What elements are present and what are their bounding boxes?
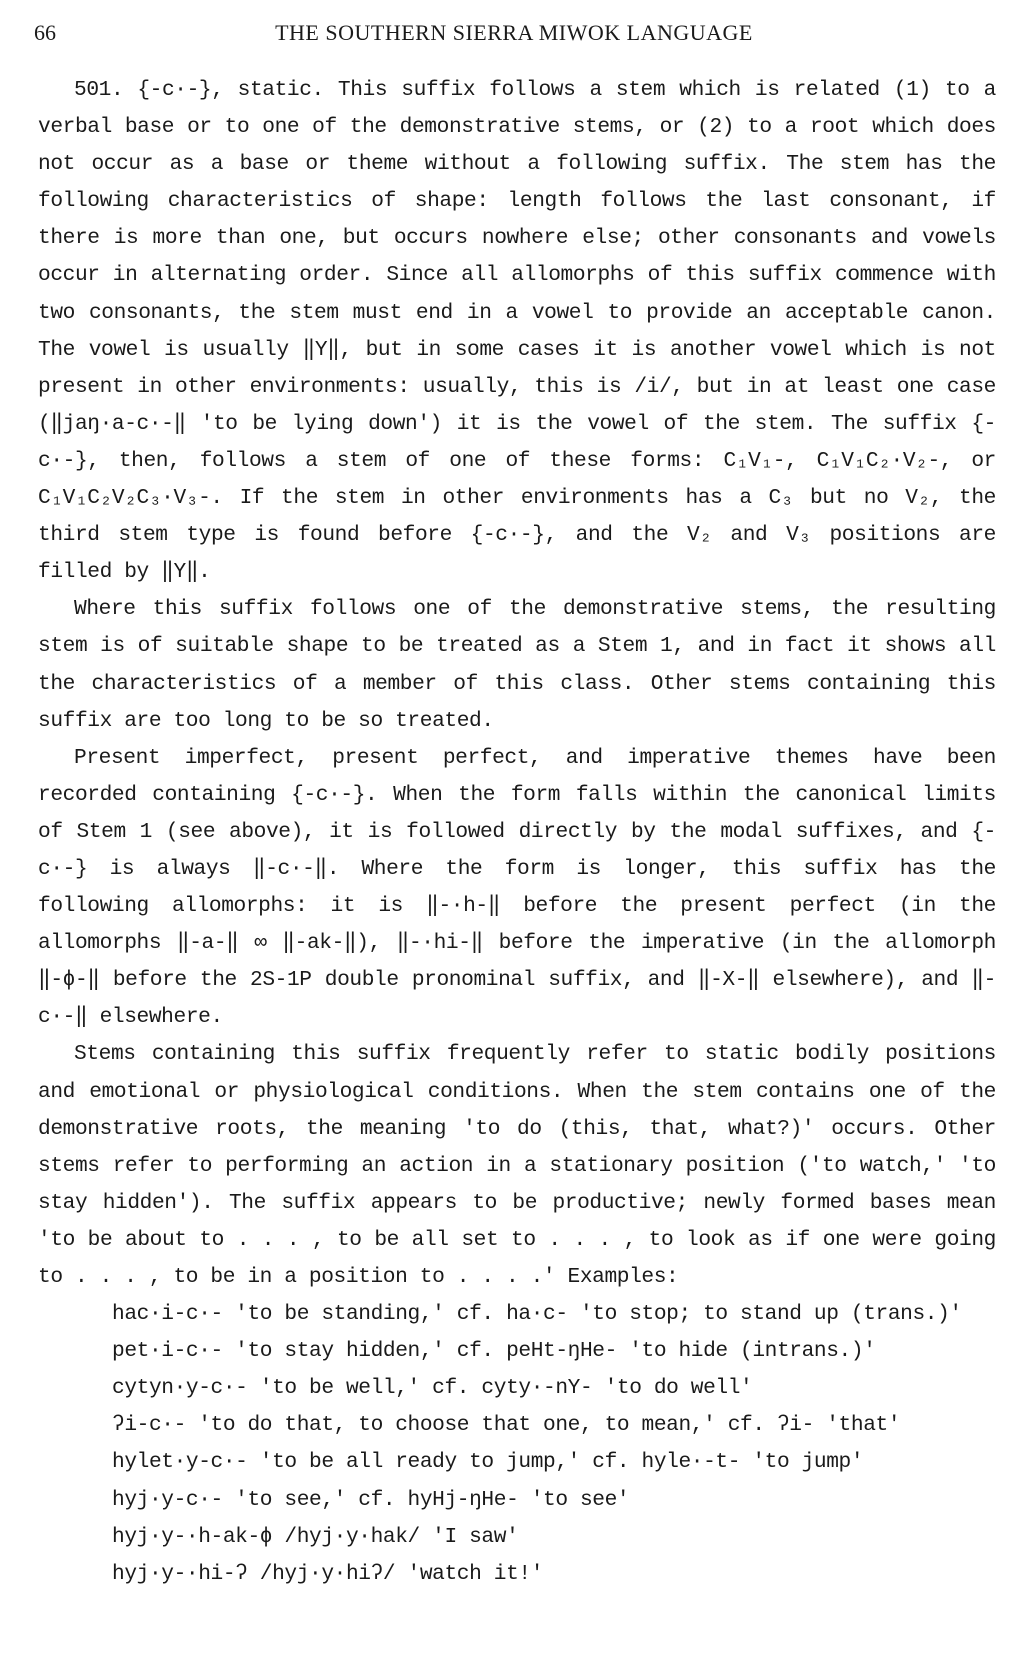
examples-list [112, 1296, 996, 1593]
page-body [38, 72, 996, 1593]
paragraph-text: 501. {-c·-}, static. This suffix follows a stem which is related (1) to a verbal base or to one of the demonstrative stems, or (2) to a root which does not occur as a base or theme without a following suffix. The stem has the following characteristics of shape: length follows the last consonant, if there is more than one, but occurs nowhere else; other consonants and vowels occur in alternating order. Since all allomorphs of this suffix commence with two consonants, the stem must end in a vowel to provide an acceptable canon. The vowel is usually ‖Y‖, but in some cases it is another vowel which is not present in other environments: usually, this is /i/, but in at least one case (‖jaŋ·a-c·-‖ 'to be lying down') it is the vowel of the stem. The suffix {-c·-}, then, follows a stem of one of these forms: C₁V₁-, C₁V₁C₂·V₂-, or C₁V₁C₂V₂C₃·V₃-. If the stem in other environments has a C₃ but no V₂, the third stem type is found before {-c·-}, and the V₂ and V₃ positions are filled by ‖Y‖. [38, 78, 996, 585]
example-item: hylet·y-c·- 'to be all ready to jump,' cf. hyle·-t- 'to jump' [112, 1450, 864, 1475]
example-item: pet·i-c·- 'to stay hidden,' cf. peHt-ŋHe- 'to hide (intrans.)' [112, 1339, 876, 1364]
page-header [34, 20, 994, 56]
paragraph-meaning [38, 1036, 996, 1296]
paragraph-allomorphs [38, 740, 996, 1037]
example-item: ʔi-c·- 'to do that, to choose that one, to mean,' cf. ʔi- 'that' [112, 1413, 901, 1438]
example-item: cytyn·y-c·- 'to be well,' cf. cyty·-nY- 'to do well' [112, 1376, 753, 1401]
paragraph-501 [38, 72, 996, 591]
paragraph-demonstrative-stems [38, 591, 996, 739]
example-item: hyj·y-·h-ak-ɸ /hyj·y·hak/ 'I saw' [112, 1524, 519, 1549]
example-item: hac·i-c·- 'to be standing,' cf. ha·c- 'to stop; to stand up (trans.)' [112, 1302, 962, 1327]
running-title: THE SOUTHERN SIERRA MIWOK LANGUAGE [275, 20, 753, 45]
paragraph-text: Where this suffix follows one of the demonstrative stems, the resulting stem is of suitable shape to be treated as a Stem 1, and in fact it shows all the characteristics of a member of this class. Other stems containing this suffix are too long to be so treated. [38, 597, 996, 733]
paragraph-text: Present imperfect, present perfect, and imperative themes have been recorded containing {-c·-}. When the form falls within the canonical limits of Stem 1 (see above), it is followed directly by the modal suffixes, and {-c·-} is always ‖-c·-‖. Where the form is longer, this suffix has the following allomorphs: it is ‖-·h-‖ before the present perfect (in the allomorphs ‖-a-‖ ∞ ‖-ak-‖), ‖-·hi-‖ before the imperative (in the allomorph ‖-ɸ-‖ before the 2S-1P double pronominal suffix, and ‖-X-‖ elsewhere), and ‖-c·-‖ elsewhere. [38, 745, 996, 1030]
paragraph-text: Stems containing this suffix frequently refer to static bodily positions and emotional or physiological conditions. When the stem contains one of the demonstrative roots, the meaning 'to do (this, that, what?)' occurs. Other stems refer to performing an action in a stationary position ('to watch,' 'to stay hidden'). The suffix appears to be productive; newly formed bases mean 'to be about to . . . , to be all set to . . . , to look as if one were going to . . . , to be in a position to . . . .' Examples: [38, 1042, 996, 1289]
example-item: hyj·y-·hi-ʔ /hyj·y·hiʔ/ 'watch it!' [112, 1561, 544, 1586]
example-item: hyj·y-c·- 'to see,' cf. hyHj-ŋHe- 'to see' [112, 1487, 630, 1512]
page-number: 66 [34, 20, 56, 45]
